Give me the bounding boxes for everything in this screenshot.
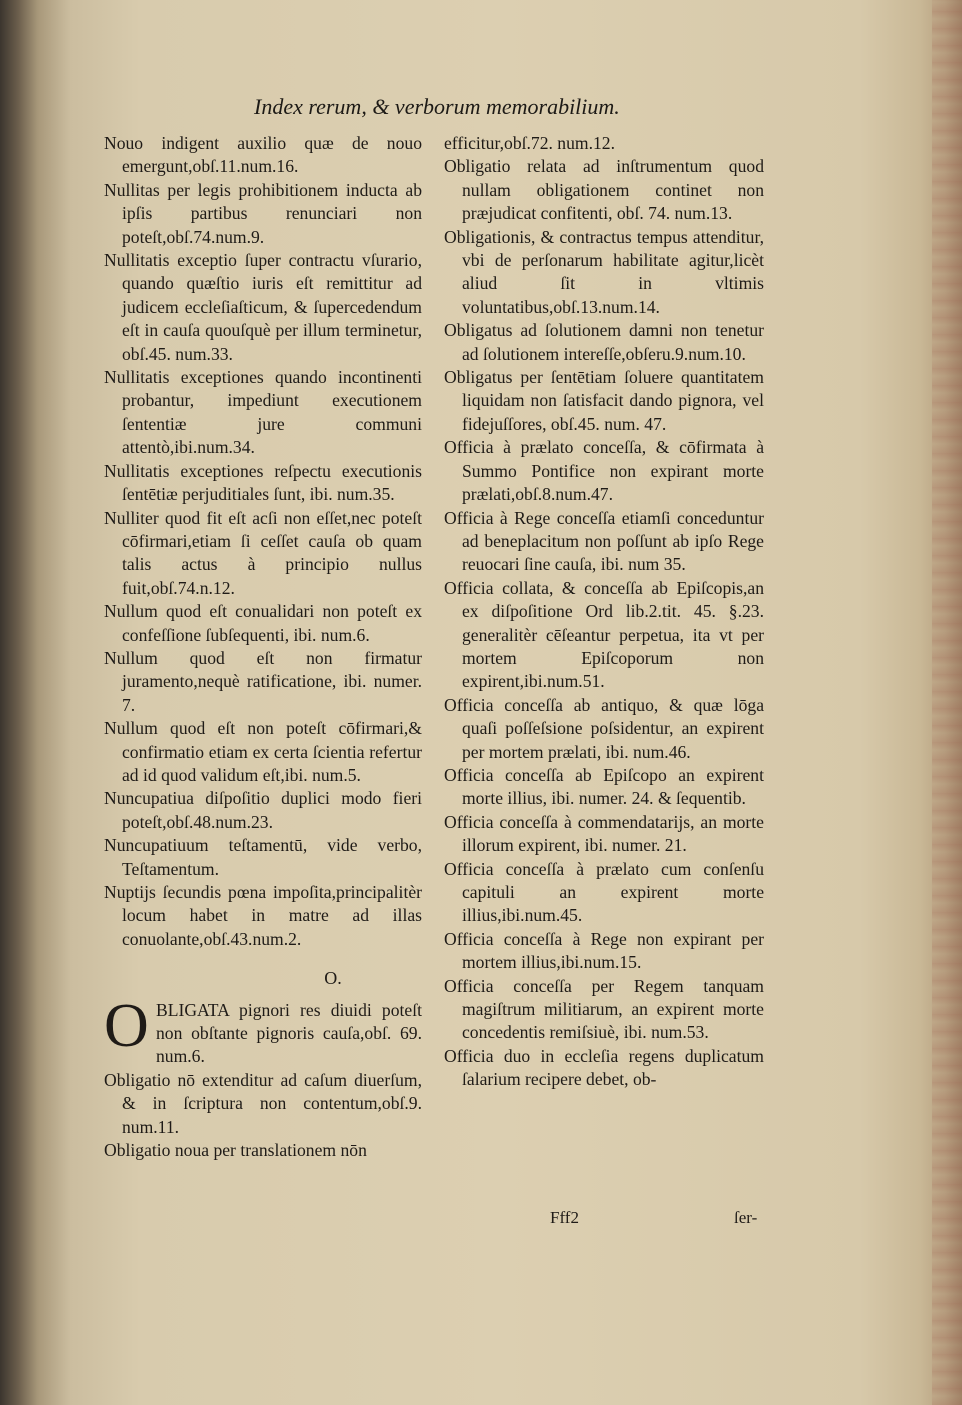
index-entry: Officia conceſſa à Rege non expirant per mortem illius,ibi.num.15. (444, 928, 764, 973)
catchword: ſer- (734, 1208, 758, 1227)
index-entry: Officia à prælato conceſſa, & cōfirmata à Summo Pontifice non expirant morte prælati,obſ.8.num.47. (444, 437, 764, 505)
index-entry: Obligatus per ſentētiam ſoluere quantitatem liquidam non ſatisfacit dando pignora, vel fidejuſſores, obſ.45. num. 47. (444, 367, 764, 434)
index-entry: Officia conceſſa per Regem tanquam magiſtrum militiarum, an expirent morte concedentis remiſsiuè, ibi. num.53. (444, 975, 764, 1043)
index-entry: Nullitatis exceptiones quando incontinenti probantur, impediunt executionem ſententiæ jure communi attentò,ibi.num.34. (104, 367, 422, 458)
letter-heading: O. (324, 968, 342, 989)
index-entry: Nulliter quod fit eſt acſi non eſſet,nec poteſt cōfirmari,etiam ſi ceſſet cauſa ob quam talis actus à principio nullus fuit,obſ.74.n.12. (104, 507, 422, 598)
index-entry: Officia duo in eccleſia regens duplicatum ſalarium recipere debet, ob- (444, 1045, 764, 1090)
index-entry: Obligatio relata ad inſtrumentum quod nullam obligationem continet non præjudicat confitenti, obſ. 74. num.13. (444, 156, 764, 224)
index-entry: Officia conceſſa à commendatarijs, an morte illorum expirent, ibi. numer. 21. (444, 811, 764, 856)
index-entry: Obligatio noua per translationem nōn (104, 1140, 367, 1161)
index-entry: Nullitatis exceptiones reſpectu executionis ſentētiæ perjuditiales ſunt, ibi. num.35. (104, 460, 422, 505)
index-entry: Officia à Rege conceſſa etiamſi conceduntur ad beneplacitum non poſſunt ab ipſo Rege reuocari ſine cauſa, ibi. num 35. (444, 507, 764, 575)
index-entry: Nullitatis exceptio ſuper contractu vſurario, quando quæſtio iuris eſt remittitur ad judicem eccleſiaſticum, & ſupercedendum eſt in cauſa quouſquè per illum terminetur, obſ.45. num.33. (104, 250, 422, 364)
index-entry: Officia collata, & conceſſa ab Epiſcopis,an ex diſpoſitione Ord lib.2.tit. 45. §.23. generalitèr cēſeantur perpetua, ita vt per mortem Epiſcoporum non expirent,ibi.num.51. (444, 577, 764, 692)
initial-entry (104, 991, 422, 1069)
index-entry: Nullitas per legis prohibitionem inducta ab ipſis partibus renunciari non poteſt,obſ.74.num.9. (104, 179, 422, 247)
initial-entry-text: BLIGATA pignori res diuidi poteſt non obſtante pignoris cauſa,obſ. 69. num.6. (156, 999, 422, 1067)
left-column (104, 132, 422, 1162)
right-column (444, 132, 764, 1092)
index-entry: efficitur,obſ.72. num.12. (444, 133, 615, 153)
folio-signature: Fff2 (550, 1208, 579, 1227)
index-entry: Obligationis, & contractus tempus attenditur, vbi de perſonarum habilitate agitur,licèt aliud ſit in vltimis voluntatibus,obſ.13.num.14. (444, 226, 764, 317)
index-entry: Officia conceſſa ab Epiſcopo an expirent morte illius, ibi. numer. 24. & ſequentib. (444, 764, 764, 809)
running-head: Index rerum, & verborum memorabilium. (254, 94, 620, 119)
index-entry: Officia conceſſa à prælato cum conſenſu capituli an expirent morte illius,ibi.num.45. (444, 858, 764, 926)
index-entry: Officia conceſſa ab antiquo, & quæ lōga quaſi poſſeſsione poſsidentur, an expirent per mortem prælati, ibi. num.46. (444, 694, 764, 762)
index-entry: Nullum quod eſt conualidari non poteſt ex confeſſione ſubſequenti, ibi. num.6. (104, 601, 422, 645)
index-entry: Nuncupatiuum teſtamentū, vide verbo, Teſtamentum. (104, 835, 422, 879)
index-entry: Obligatio nō extenditur ad caſum diuerſum, & in ſcriptura non contentum,obſ.9. num.11. (104, 1069, 422, 1137)
index-entry: Obligatus ad ſolutionem damni non tenetur ad ſolutionem intereſſe,obſeru.9.num.10. (444, 320, 764, 364)
index-entry: Nuncupatiua diſpoſitio duplici modo fieri poteſt,obſ.48.num.23. (104, 788, 422, 832)
drop-cap-initial: O (104, 991, 149, 1060)
index-entry: Nouo indigent auxilio quæ de nouo emergunt,obſ.11.num.16. (104, 133, 422, 177)
index-entry: Nuptijs ſecundis pœna impoſita,principalitèr locum habet in matre ad illas conuolante,obſ.43.num.2. (104, 882, 422, 949)
index-entry: Nullum quod eſt non poteſt cōfirmari,& confirmatio etiam ex certa ſcientia refertur ad id quod validum eſt,ibi. num.5. (104, 718, 422, 785)
index-entry: Nullum quod eſt non firmatur juramento,nequè ratificatione, ibi. numer. 7. (104, 647, 422, 715)
